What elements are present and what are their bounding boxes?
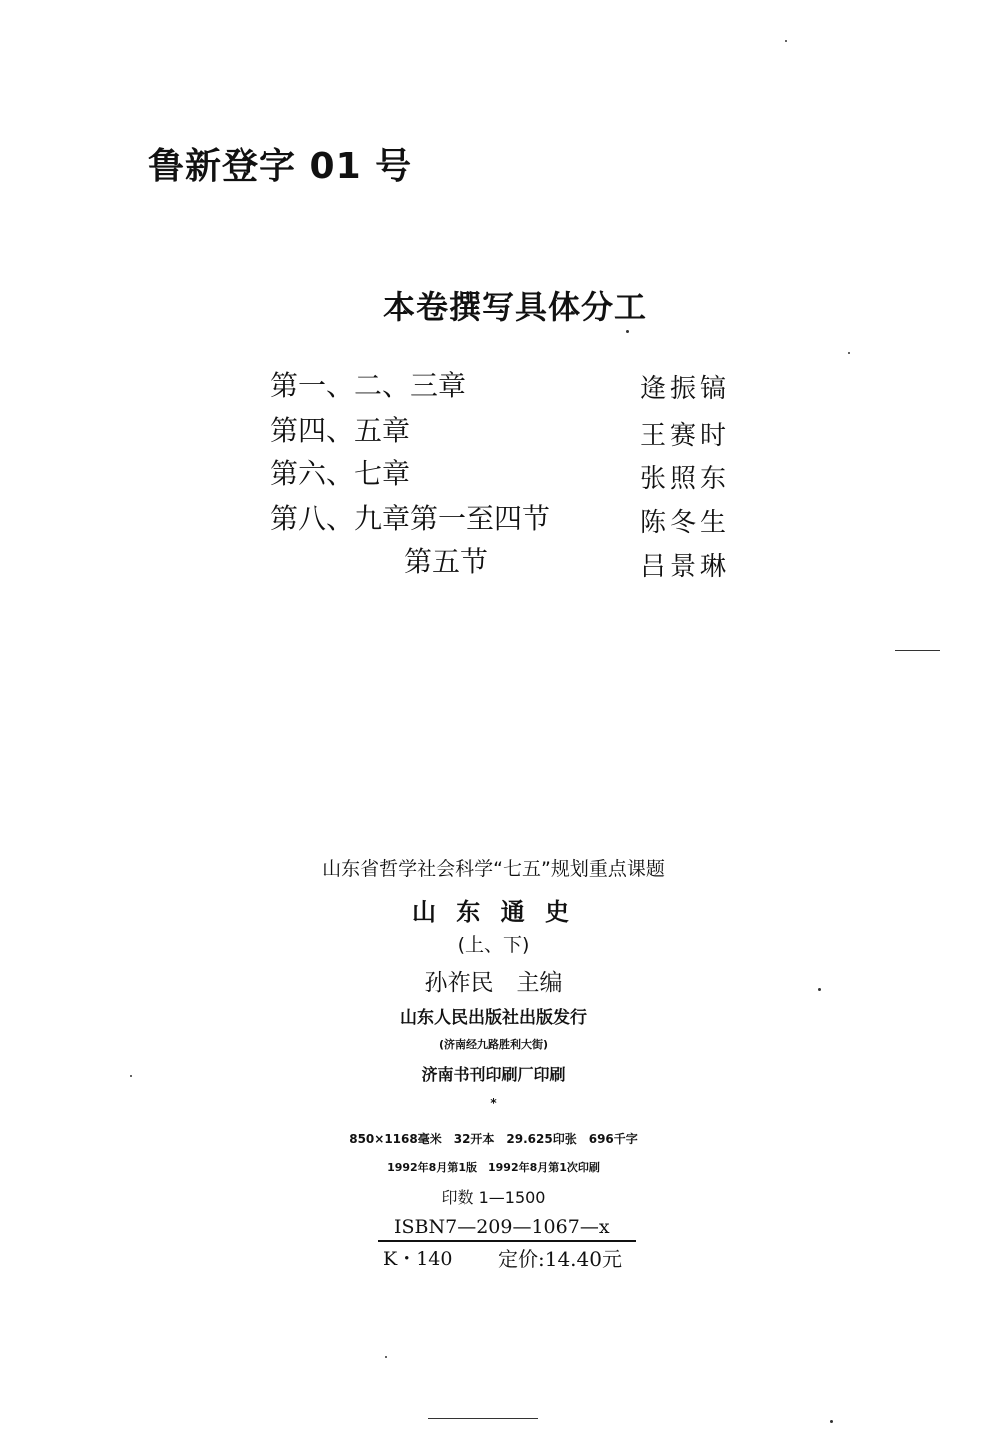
division-author: 王赛时 (640, 421, 731, 451)
division-title: 本卷撰写具体分工 (382, 288, 647, 326)
publisher-line: 山东人民出版社出版发行 (400, 1008, 587, 1028)
division-author: 陈冬生 (640, 508, 731, 538)
division-author: 吕景琳 (640, 552, 731, 582)
registration-number: 鲁新登字 01 号 (148, 146, 413, 187)
scan-speck (428, 1418, 538, 1419)
classification-code: K・140 (383, 1248, 453, 1270)
project-line: 山东省哲学社会科学“七五”规划重点课题 (322, 858, 665, 880)
volumes-label: (上、下) (457, 934, 530, 956)
division-chapters: 第八、九章第一至四节 (270, 502, 551, 535)
scan-speck (848, 352, 850, 354)
editor-line: 孙祚民 主编 (424, 970, 563, 996)
division-row (0, 452, 987, 496)
division-author: 逄振镐 (640, 374, 731, 404)
price: 定价:14.40元 (498, 1247, 622, 1271)
division-chapters: 第一、二、三章 (270, 369, 467, 402)
division-row (0, 364, 987, 408)
isbn: ISBN7—209—1067—x (394, 1216, 610, 1238)
scan-speck (818, 988, 821, 991)
division-row (0, 540, 987, 584)
isbn-rule (378, 1240, 636, 1242)
specs-line: 850×1168毫米 32开本 29.625印张 696千字 (349, 1132, 638, 1146)
edition-line: 1992年8月第1版 1992年8月第1次印刷 (387, 1161, 600, 1174)
division-chapters: 第四、五章 (270, 414, 411, 447)
scan-speck (385, 1356, 387, 1358)
printer-line: 济南书刊印刷厂印刷 (421, 1065, 566, 1084)
scan-speck (895, 650, 940, 651)
scan-speck (830, 1420, 833, 1423)
scan-speck (785, 40, 787, 42)
separator-mark: * (490, 1096, 497, 1110)
division-chapters: 第六、七章 (270, 457, 411, 490)
division-row (0, 497, 987, 541)
book-title: 山 东 通 史 (411, 898, 576, 926)
division-chapters: 第五节 (404, 545, 489, 578)
print-run: 印数 1—1500 (441, 1188, 546, 1207)
division-row (0, 409, 987, 453)
division-author: 张照东 (640, 464, 731, 494)
scan-speck (626, 330, 629, 333)
address-line: (济南经九路胜利大街) (438, 1038, 549, 1051)
scan-speck (130, 1075, 132, 1077)
